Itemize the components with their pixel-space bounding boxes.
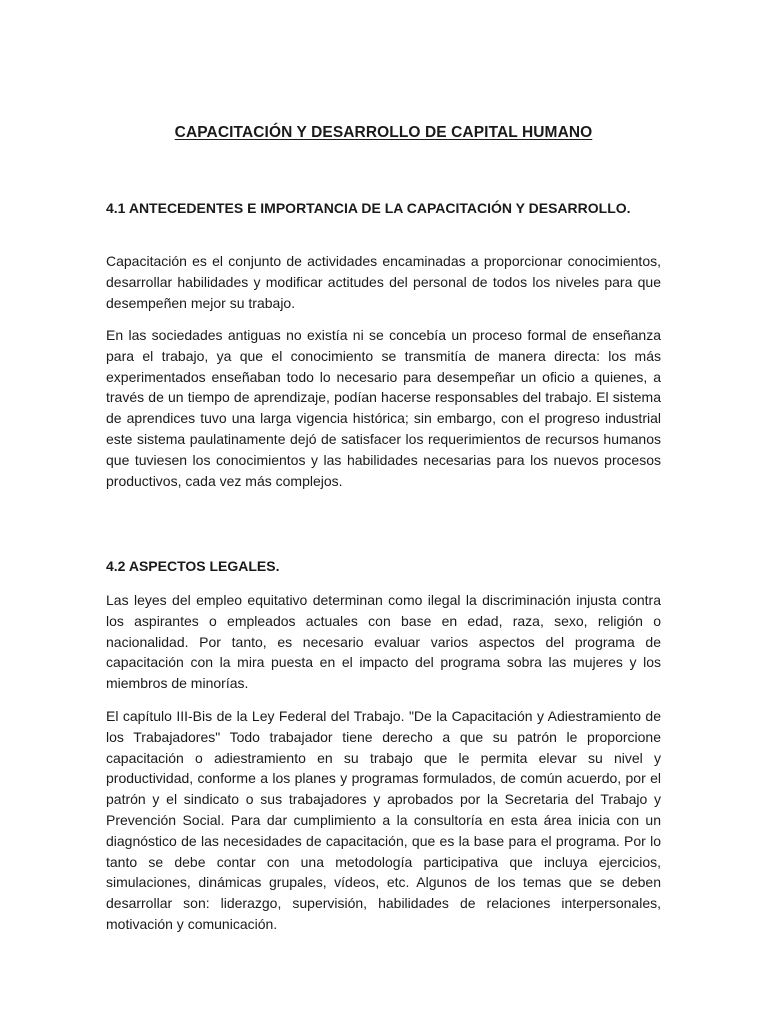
paragraph: Capacitación es el conjunto de actividades encaminadas a proporcionar conocimientos, desarrollar habilidades y modificar actitudes del personal de todos los niveles para que desempeñen mejor su trabajo. <box>106 253 661 311</box>
paragraph: El capítulo III-Bis de la Ley Federal del Trabajo. "De la Capacitación y Adiestramiento de los Trabajadores" Todo trabajador tiene derecho a que su patrón le proporcione capacitación o adiestramiento en su trabajo que le permita elevar su nivel y productividad, conforme a los planes y programas formulados, de común acuerdo, por el patrón y el sindicato o sus trabajadores y aprobados por la Secretaria del Trabajo y Prevención Social. Para dar cumplimiento a la consultoría en esta área inicia con un diagnóstico de las necesidades de capacitación, que es la base para el programa. Por lo tanto se debe contar con una metodología participativa que incluya ejercicios, simulaciones, dinámicas grupales, vídeos, etc. Algunos de los temas que se deben desarrollar son: liderazgo, supervisión, habilidades de relaciones interpersonales, motivación y comunicación. <box>106 708 661 932</box>
paragraph: En las sociedades antiguas no existía ni se concebía un proceso formal de enseñanza para el trabajo, ya que el conocimiento se transmitía de manera directa: los más experimentados enseñaban todo lo necesario para desempeñar un oficio a quienes, a través de un tiempo de aprendizaje, podían hacerse responsables del trabajo. El sistema de aprendices tuvo una larga vigencia histórica; sin embargo, con el progreso industrial este sistema paulatinamente dejó de satisfacer los requerimientos de recursos humanos que tuviesen los conocimientos y las habilidades necesarias para los nuevos procesos productivos, cada vez más complejos. <box>106 327 661 489</box>
document-title: CAPACITACIÓN Y DESARROLLO DE CAPITAL HUMANO <box>174 124 593 141</box>
section-heading-antecedentes: 4.1 ANTECEDENTES E IMPORTANCIA DE LA CAPACITACIÓN Y DESARROLLO. <box>106 200 631 216</box>
section-heading-aspectos-legales: 4.2 ASPECTOS LEGALES. <box>106 558 280 574</box>
paragraph: Las leyes del empleo equitativo determinan como ilegal la discriminación injusta contra los aspirantes o empleados actuales con base en edad, raza, sexo, religión o nacionalidad. Por tanto, es necesario evaluar varios aspectos del programa de capacitación con la mira puesta en el impacto del programa sobra las mujeres y los miembros de minorías. <box>106 592 661 692</box>
